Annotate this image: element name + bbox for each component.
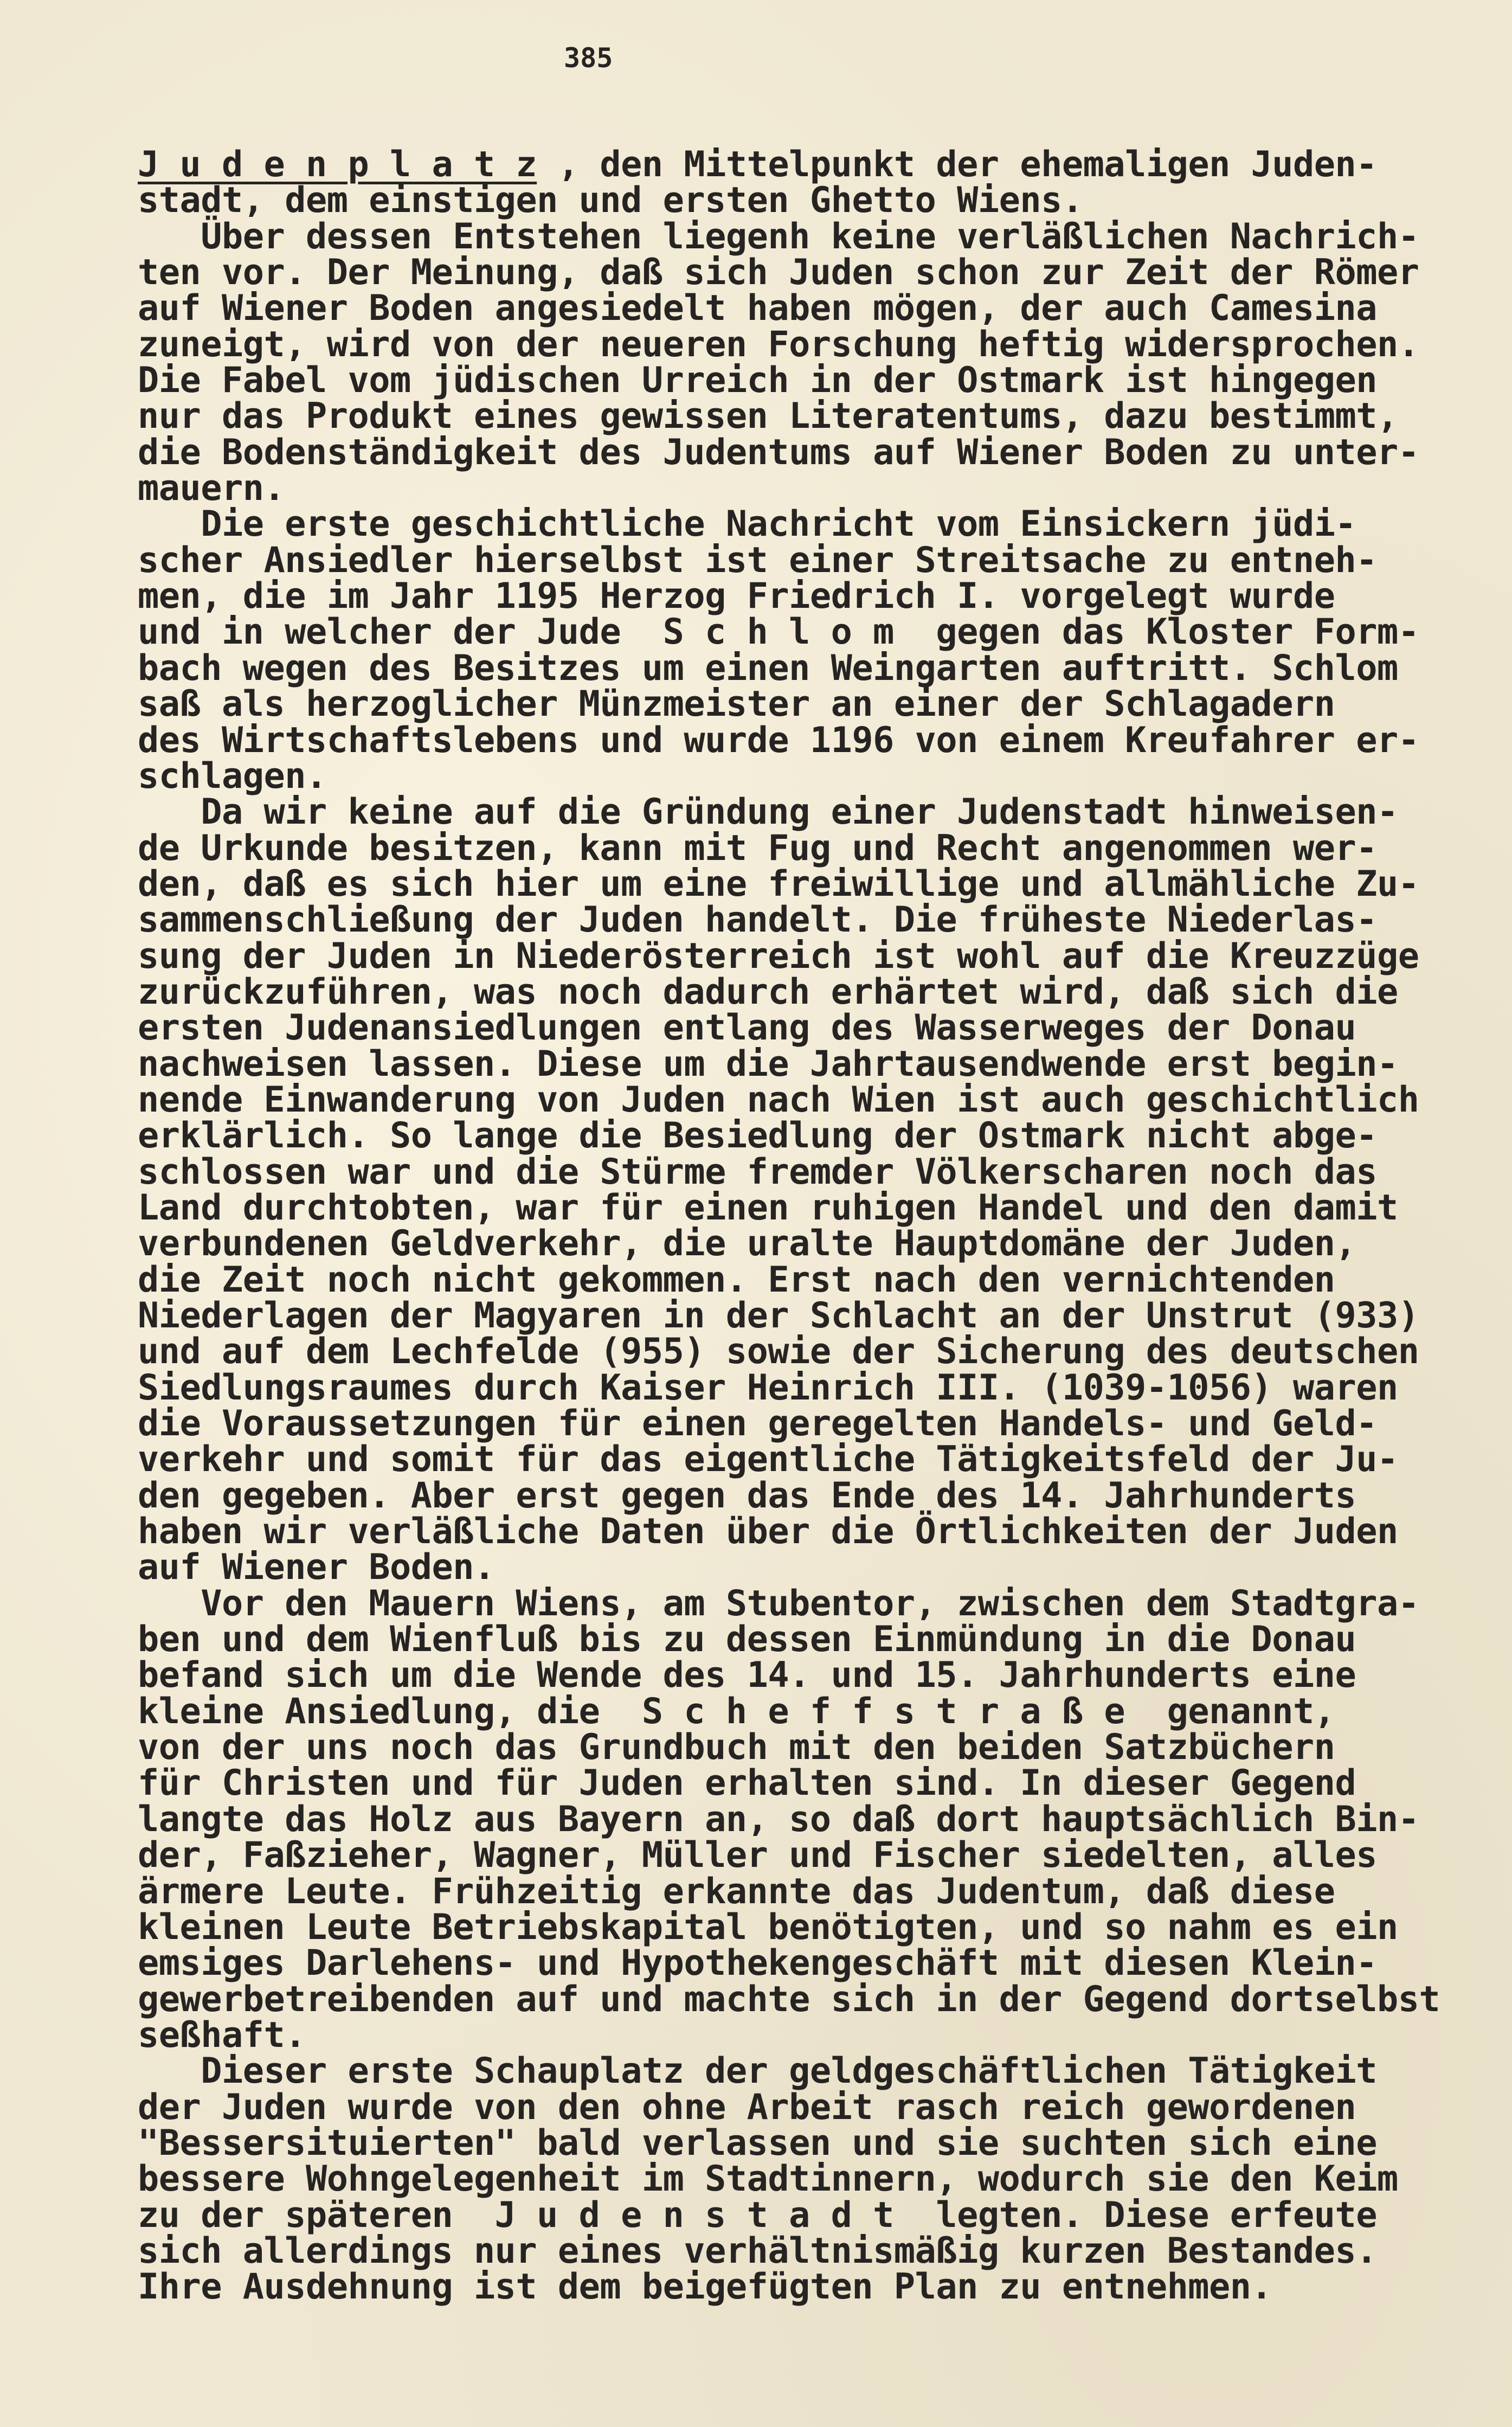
text-line: kleine Ansiedlung, die S c h e f f s t r a ß e genannt, — [138, 1690, 1335, 1732]
text-line: bessere Wohngelegenheit im Stadtinnern, wodurch sie den Keim — [138, 2158, 1398, 2200]
text-line: Niederlagen der Magyaren in der Schlacht an der Unstrut (933) — [138, 1295, 1419, 1336]
page-number: 385 — [564, 42, 613, 74]
text-line: seßhaft. — [138, 2014, 306, 2056]
text-line: zuneigt, wird von der neueren Forschung heftig widersprochen. — [138, 323, 1419, 365]
text-line: und in welcher der Jude S c h l o m gegen das Kloster Form- — [138, 611, 1419, 653]
text-line: ärmere Leute. Frühzeitig erkannte das Judentum, daß diese — [138, 1870, 1335, 1912]
text-line: nende Einwanderung von Juden nach Wien ist auch geschichtlich — [138, 1078, 1419, 1120]
text-line: haben wir verläßliche Daten über die Örtlichkeiten der Juden — [138, 1511, 1398, 1552]
text-line: sung der Juden in Niederösterreich ist wohl auf die Kreuzzüge — [138, 935, 1419, 977]
text-line: saß als herzoglicher Münzmeister an einer der Schlagadern — [138, 683, 1335, 725]
text-line: verbundenen Geldverkehr, die uralte Hauptdomäne der Juden, — [138, 1223, 1356, 1264]
text-line — [138, 144, 1466, 185]
text-line: de Urkunde besitzen, kann mit Fug und Recht angenommen wer- — [138, 827, 1378, 869]
text-line: Die Fabel vom jüdischen Urreich in der Ostmark ist hingegen — [138, 359, 1378, 401]
text-line: Ihre Ausdehnung ist dem beigefügten Plan zu entnehmen. — [138, 2266, 1272, 2308]
text-line: sammenschließung der Juden handelt. Die früheste Niederlas- — [138, 899, 1378, 941]
text-line: ten vor. Der Meinung, daß sich Juden schon zur Zeit der Römer — [138, 252, 1419, 293]
text-line: zurückzuführen, was noch dadurch erhärtet wird, daß sich die — [138, 971, 1398, 1012]
text-line: ersten Judenansiedlungen entlang des Wasserweges der Donau — [138, 1007, 1356, 1049]
text-line: emsiges Darlehens- und Hypothekengeschäft mit diesen Klein- — [138, 1942, 1378, 1984]
text-line: den gegeben. Aber erst gegen das Ende des 14. Jahrhunderts — [138, 1474, 1356, 1516]
text-line: schlagen. — [138, 755, 327, 797]
text-line: Siedlungsraumes durch Kaiser Heinrich III. (1039-1056) waren — [138, 1366, 1398, 1408]
text-line: Land durchtobten, war für einen ruhigen Handel und den damit — [138, 1186, 1398, 1228]
text-line-rest: , den Mittelpunkt der ehemaligen Juden- — [537, 144, 1378, 185]
text-line: die Bodenständigkeit des Judentums auf Wiener Boden zu unter- — [138, 431, 1419, 473]
text-line: sich allerdings nur eines verhältnismäßig kurzen Bestandes. — [138, 2230, 1378, 2271]
text-line: auf Wiener Boden angesiedelt haben mögen, der auch Camesina — [138, 287, 1378, 329]
text-line: men, die im Jahr 1195 Herzog Friedrich I. vorgelegt wurde — [138, 575, 1335, 617]
text-line: nur das Produkt eines gewissen Literatentums, dazu bestimmt, — [138, 395, 1398, 437]
spaced-heading-judenplatz: J u d e n p l a t z — [138, 144, 537, 185]
text-line: des Wirtschaftslebens und wurde 1196 von einem Kreufahrer er- — [138, 719, 1419, 761]
text-line: und auf dem Lechfelde (955) sowie der Sicherung des deutschen — [138, 1331, 1419, 1372]
text-line: die Zeit noch nicht gekommen. Erst nach den vernichtenden — [138, 1259, 1335, 1300]
text-line: bach wegen des Besitzes um einen Weingarten auftritt. Schlom — [138, 647, 1398, 689]
text-line: scher Ansiedler hierselbst ist einer Streitsache zu entneh- — [138, 539, 1378, 581]
text-line: "Bessersituierten" bald verlassen und sie suchten sich eine — [138, 2122, 1378, 2163]
text-line: Vor den Mauern Wiens, am Stubentor, zwischen dem Stadtgra- — [138, 1582, 1419, 1624]
text-line: schlossen war und die Stürme fremder Völkerscharen noch das — [138, 1151, 1378, 1192]
text-line: auf Wiener Boden. — [138, 1546, 495, 1588]
text-line: ben und dem Wienfluß bis zu dessen Einmündung in die Donau — [138, 1619, 1356, 1660]
text-line: der Juden wurde von den ohne Arbeit rasch reich gewordenen — [138, 2086, 1356, 2128]
text-line: gewerbetreibenden auf und machte sich in der Gegend dortselbst — [138, 1978, 1440, 2020]
text-line: Die erste geschichtliche Nachricht vom Einsickern jüdi- — [138, 503, 1356, 545]
text-line: die Voraussetzungen für einen geregelten Handels- und Geld- — [138, 1403, 1378, 1444]
text-line: der, Faßzieher, Wagner, Müller und Fischer siedelten, alles — [138, 1834, 1378, 1876]
typewritten-text-body — [138, 144, 1466, 2308]
text-line: Da wir keine auf die Gründung einer Judenstadt hinweisen- — [138, 791, 1398, 833]
text-line: langte das Holz aus Bayern an, so daß dort hauptsächlich Bin- — [138, 1798, 1419, 1840]
text-line: erklärlich. So lange die Besiedlung der Ostmark nicht abge- — [138, 1115, 1378, 1157]
text-line: Dieser erste Schauplatz der geldgeschäftlichen Tätigkeit — [138, 2050, 1378, 2092]
text-line: stadt, dem einstigen und ersten Ghetto Wiens. — [138, 179, 1083, 221]
text-line: für Christen und für Juden erhalten sind. In dieser Gegend — [138, 1762, 1356, 1804]
text-line: den, daß es sich hier um eine freiwillige und allmähliche Zu- — [138, 863, 1419, 904]
text-line: von der uns noch das Grundbuch mit den beiden Satzbüchern — [138, 1726, 1335, 1768]
text-line: kleinen Leute Betriebskapital benötigten, und so nahm es ein — [138, 1906, 1398, 1948]
text-line: verkehr und somit für das eigentliche Tätigkeitsfeld der Ju- — [138, 1439, 1398, 1480]
text-line: nachweisen lassen. Diese um die Jahrtausendwende erst begin- — [138, 1043, 1398, 1084]
text-line: mauern. — [138, 467, 285, 509]
text-line: Über dessen Entstehen liegenh keine verläßlichen Nachrich- — [138, 215, 1419, 257]
text-line: befand sich um die Wende des 14. und 15. Jahrhunderts eine — [138, 1654, 1356, 1696]
text-line: zu der späteren J u d e n s t a d t legten. Diese erfeute — [138, 2194, 1378, 2236]
